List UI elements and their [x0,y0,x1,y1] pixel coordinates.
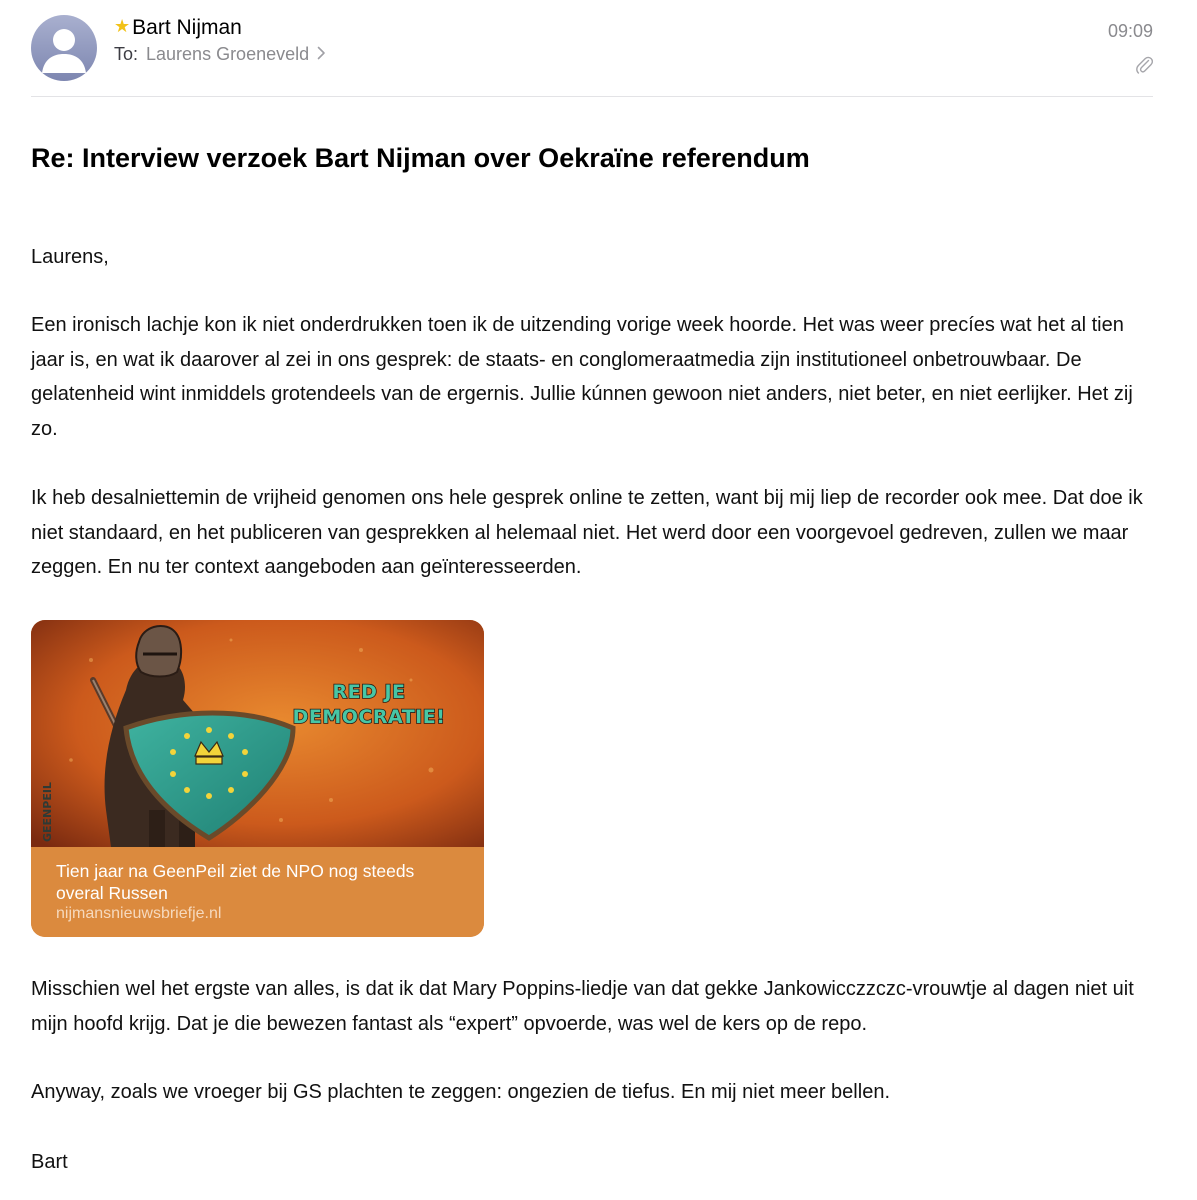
to-label: To: [114,44,139,64]
header-divider [31,96,1153,97]
person-icon [31,15,97,81]
signature: Bart [31,1151,68,1173]
link-preview-domain: nijmansnieuwsbriefje.nl [56,905,222,922]
recipient-line[interactable] [114,44,326,65]
image-banner-line1: RED JE [332,681,406,703]
link-preview-image[interactable] [31,620,484,847]
link-preview-title[interactable]: Tien jaar na GeenPeil ziet de NPO nog steeds overal Russen [56,861,415,903]
email-header [0,0,1197,98]
sender-avatar[interactable] [31,15,97,81]
chevron-right-icon[interactable] [317,44,326,65]
image-brand: GEENPEIL [41,782,54,842]
email-subject: Re: Interview verzoek Bart Nijman over Oekraïne referendum [31,143,810,173]
image-banner-line2: DEMOCRATIE! [292,706,446,728]
body-paragraph-2: Ik heb desalniettemin de vrijheid genomen ons hele gesprek online te zetten, want bij mij liep de recorder ook mee. Dat doe ik niet standaard, en het publiceren van gesprekken al helemaal niet. Het werd door een voorgevoel gedreven, zullen we maar zeggen. En nu ter context aangeboden aan geïnteresseerden. [31,487,1143,578]
star-icon[interactable]: ★ [114,15,131,36]
body-paragraph-4: Anyway, zoals we vroeger bij GS plachten te zeggen: ongezien de tiefus. En mij niet meer bellen. [31,1081,890,1103]
body-paragraph-3: Misschien wel het ergste van alles, is dat ik dat Mary Poppins-liedje van dat gekke Jankowicczzczc-vrouwtje al dagen niet uit mijn hoofd krijg. Dat je die bewezen fantast als “expert” opvoerde, was wel de kers op de repo. [31,978,1134,1035]
sender-name[interactable] [114,16,242,40]
greeting: Laurens, [31,246,109,268]
body-paragraph-1: Een ironisch lachje kon ik niet onderdrukken toen ik de uitzending vorige week hoorde. Het was weer precíes wat het al tien jaar is, en wat ik daarover al zei in ons gesprek: de staats- en conglomeraatmedia zijn institutioneel onbetrouwbaar. De gelatenheid wint inmiddels grotendeels van de ergernis. Jullie kúnnen gewoon niet anders, niet beter, en niet eerlijker. Het zij zo. [31,314,1133,440]
sender-name-text: Bart Nijman [132,16,242,39]
paperclip-icon [1135,54,1153,74]
link-preview-footer[interactable] [31,847,484,937]
email-time: 09:09 [1107,21,1153,41]
recipient-name[interactable]: Laurens Groeneveld [146,44,310,64]
link-preview-card[interactable] [31,620,484,937]
